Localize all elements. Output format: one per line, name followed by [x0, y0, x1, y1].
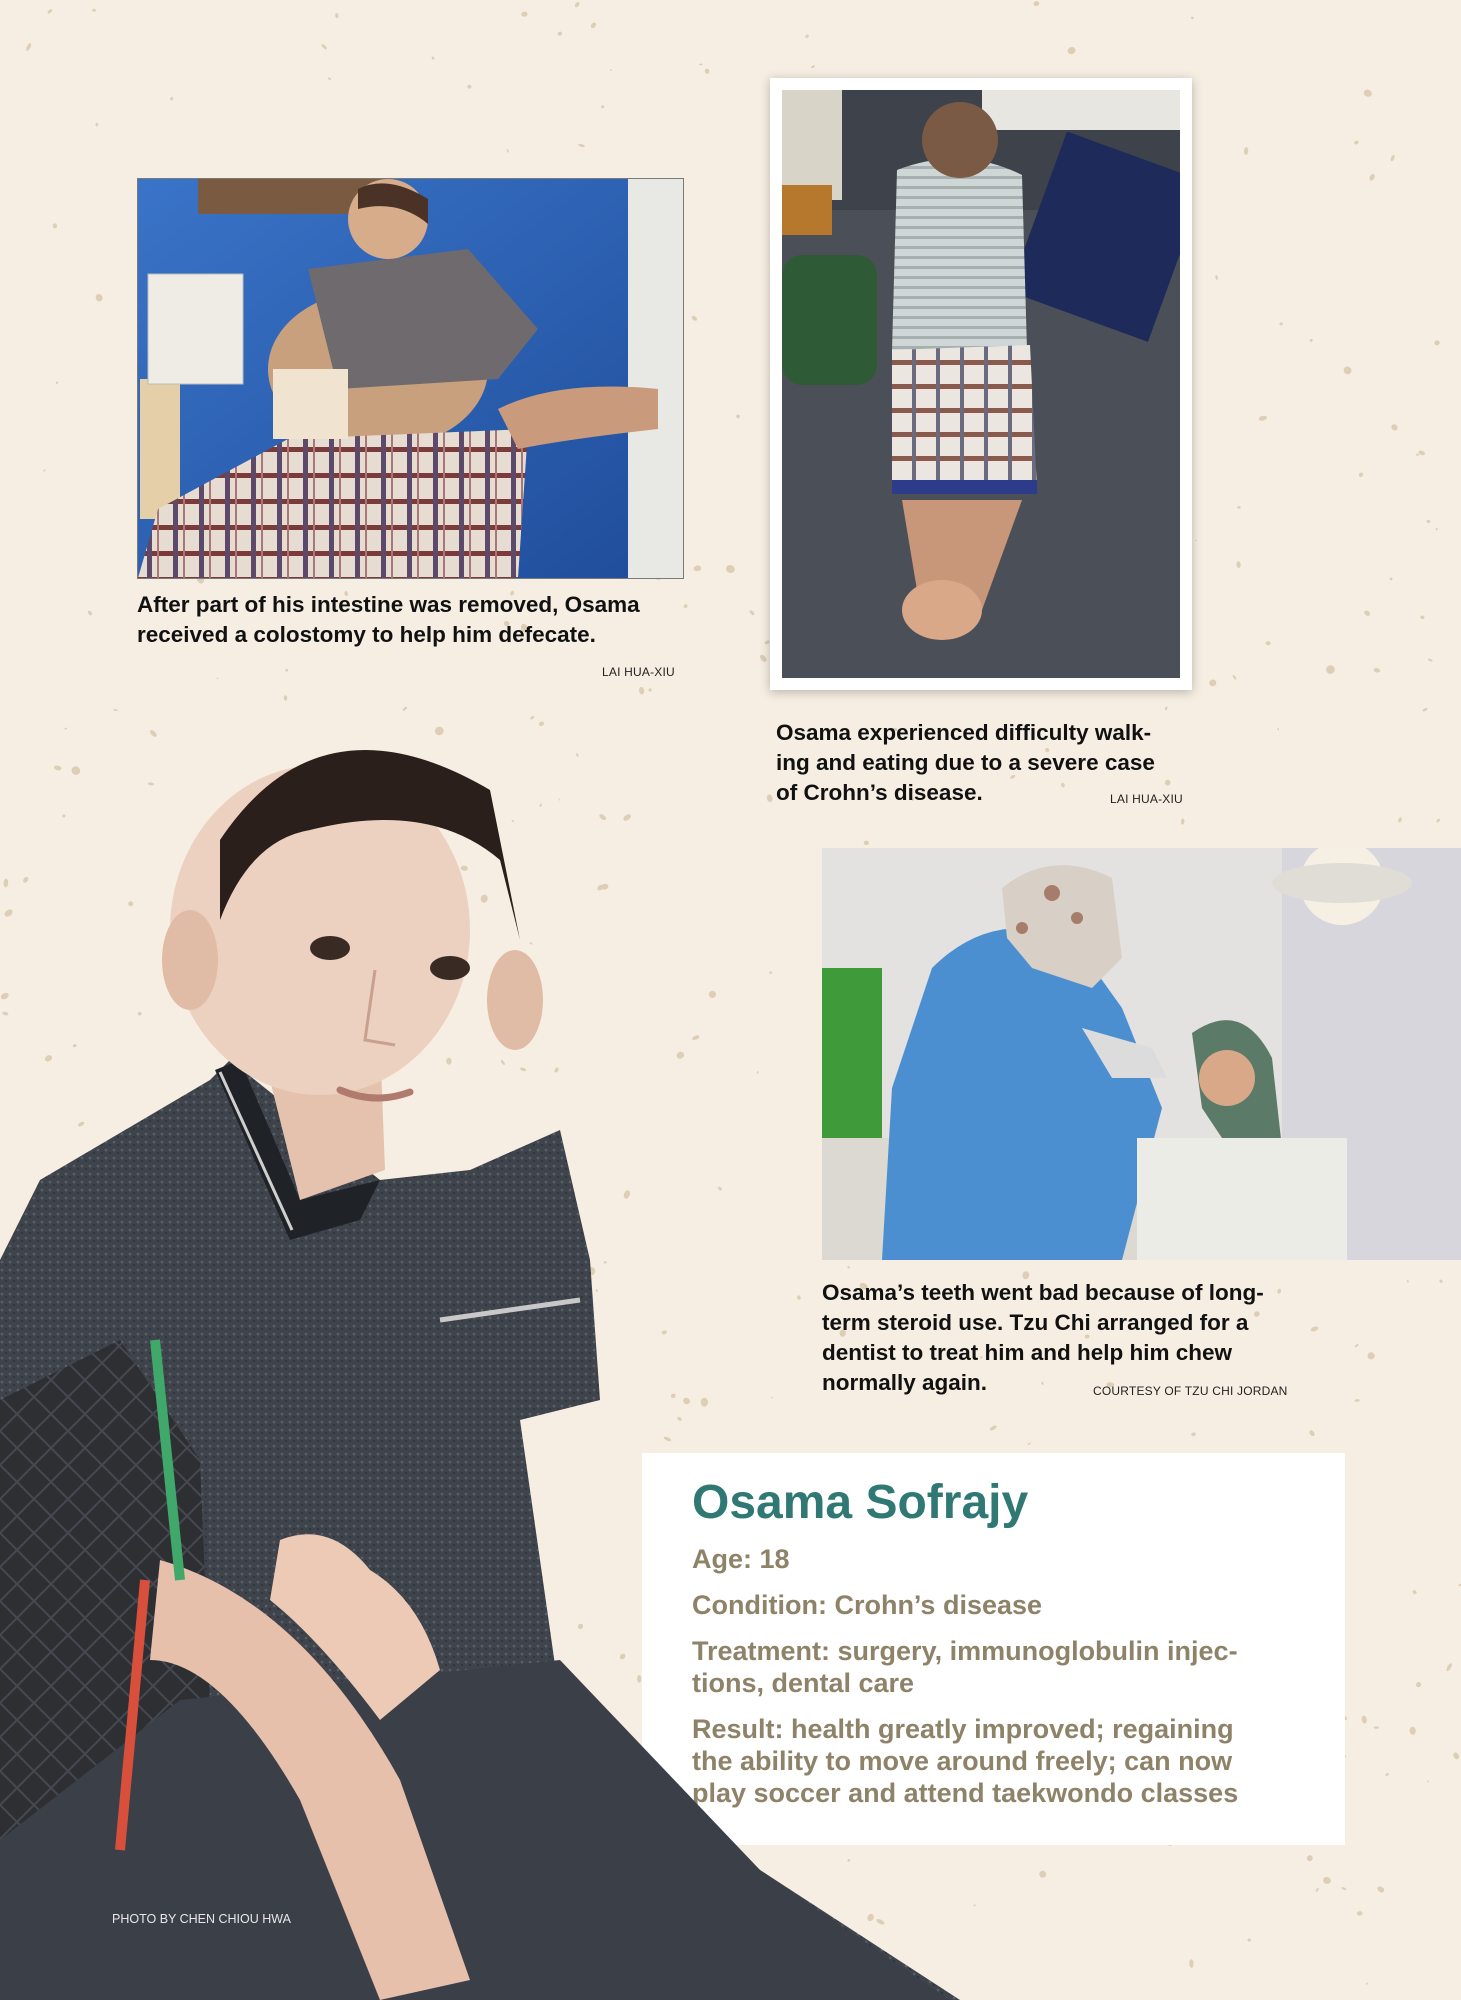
speckle — [1390, 154, 1396, 161]
speckle — [578, 143, 585, 148]
speckle — [811, 65, 816, 69]
speckle — [506, 149, 509, 153]
speckle — [1435, 528, 1437, 531]
profile-result-line-3: play soccer and attend taekwondo classes — [692, 1778, 1239, 1808]
speckle — [1191, 1432, 1196, 1437]
speckle — [1164, 706, 1168, 710]
speckle — [1445, 1662, 1453, 1671]
speckle — [989, 1425, 997, 1432]
speckle — [1363, 88, 1373, 98]
speckle — [1365, 1982, 1368, 1985]
speckle — [216, 677, 219, 679]
speckle — [973, 1904, 976, 1907]
speckle — [94, 293, 103, 303]
speckle — [1434, 340, 1441, 346]
speckle — [95, 123, 98, 127]
speckle — [1422, 707, 1428, 712]
speckle — [1357, 1911, 1363, 1916]
speckle — [1354, 1399, 1359, 1402]
speckle — [1215, 275, 1218, 280]
speckle — [1236, 561, 1241, 568]
profile-condition: Condition: Crohn’s disease — [692, 1590, 1043, 1620]
colostomy-caption: After part of his intestine was removed, Osama received a colostomy to help him defecate. — [137, 592, 640, 647]
speckle — [92, 9, 96, 12]
speckle — [43, 469, 46, 472]
profile-result-line-2: the ability to move around freely; can now — [692, 1746, 1233, 1776]
speckle — [1436, 818, 1441, 823]
speckle — [1361, 1715, 1367, 1724]
speckle — [691, 315, 698, 322]
colostomy-photo — [137, 178, 684, 579]
speckle — [1354, 1343, 1359, 1348]
dentist-caption-line-3: dentist to treat him and help him chew — [822, 1340, 1233, 1365]
speckle — [1308, 1429, 1316, 1437]
speckle — [1374, 1726, 1379, 1728]
speckle — [1373, 667, 1380, 673]
colostomy-photo-credit: LAI HUA-XIU — [602, 665, 675, 679]
speckle — [467, 84, 473, 89]
speckle — [1385, 1772, 1390, 1777]
speckle — [1247, 1938, 1252, 1943]
speckle — [431, 56, 435, 60]
speckle — [1427, 1780, 1429, 1783]
speckle — [1376, 1885, 1385, 1894]
speckle — [1033, 1, 1040, 7]
profile-name: Osama Sofrajy — [692, 1476, 1029, 1529]
speckle — [699, 63, 703, 65]
speckle — [1244, 147, 1248, 155]
speckle — [693, 565, 701, 572]
speckle — [1322, 1876, 1332, 1885]
speckle — [1415, 1681, 1422, 1688]
speckle — [521, 11, 528, 17]
speckle — [1189, 1959, 1194, 1968]
speckle — [735, 414, 740, 419]
speckle — [1418, 450, 1426, 456]
speckle — [321, 43, 328, 50]
dentist-caption-line-1: Osama’s teeth went bad because of long- — [822, 1280, 1264, 1305]
speckle — [1342, 365, 1353, 376]
speckle — [1325, 664, 1335, 674]
speckle — [169, 96, 174, 101]
speckle — [590, 22, 597, 30]
speckle — [574, 1, 580, 8]
speckle — [1038, 1870, 1047, 1879]
speckle — [749, 609, 755, 616]
speckle — [704, 68, 710, 74]
speckle — [1067, 46, 1077, 55]
speckle — [1279, 322, 1283, 326]
speckle — [87, 610, 93, 616]
speckle — [1358, 472, 1364, 478]
speckle — [1191, 16, 1195, 19]
speckle — [759, 654, 768, 663]
speckle — [1195, 539, 1197, 541]
walking-caption-line-1: Osama experienced difficulty walk- — [776, 720, 1152, 745]
profile-treatment-line-1: Treatment: surgery, immunoglobulin injec- — [692, 1636, 1238, 1666]
speckle — [601, 105, 604, 108]
speckle — [1368, 173, 1375, 181]
speckle — [1439, 1279, 1443, 1284]
speckle — [1265, 641, 1270, 645]
speckle — [1452, 1751, 1460, 1760]
speckle — [1420, 615, 1425, 619]
walking-caption-line-2: ing and eating due to a severe case — [776, 750, 1155, 775]
speckle — [557, 31, 562, 36]
speckle — [1309, 338, 1313, 342]
speckle — [1416, 453, 1419, 456]
speckle — [335, 13, 339, 18]
speckle — [25, 42, 32, 51]
speckle — [1315, 1887, 1319, 1892]
speckle — [805, 34, 810, 39]
speckle — [1390, 423, 1399, 432]
speckle — [1389, 577, 1393, 581]
speckle — [53, 223, 57, 228]
speckle — [47, 8, 53, 14]
profile-result-line-1: Result: health greatly improved; regaining — [692, 1714, 1234, 1744]
speckle — [285, 668, 289, 672]
crawling-photo — [770, 78, 1192, 690]
speckle — [1232, 674, 1237, 680]
portrait-photo-credit: PHOTO BY CHEN CHIOU HWA — [112, 1912, 291, 1926]
dentist-photo-credit: COURTESY OF TZU CHI JORDAN — [1093, 1384, 1288, 1398]
profile-treatment-line-2: tions, dental care — [692, 1668, 915, 1698]
dentist-caption-line-2: term steroid use. Tzu Chi arranged for a — [822, 1310, 1249, 1335]
speckle — [648, 688, 652, 692]
walking-photo-credit: LAI HUA-XIU — [1110, 792, 1183, 806]
speckle — [1406, 1280, 1409, 1283]
speckle — [1409, 1726, 1416, 1734]
speckle — [1258, 415, 1267, 421]
speckle — [1027, 1442, 1031, 1446]
walking-caption-line-3: of Crohn’s disease. — [776, 780, 983, 805]
speckle — [1398, 817, 1403, 823]
speckle — [1277, 728, 1279, 730]
speckle — [1426, 519, 1431, 523]
speckle — [1237, 506, 1240, 509]
speckle — [55, 381, 58, 384]
speckle — [1367, 1351, 1376, 1360]
speckle — [610, 69, 612, 71]
speckle — [1428, 658, 1433, 662]
speckle — [327, 77, 331, 80]
speckle — [1353, 140, 1359, 145]
profile-age: Age: 18 — [692, 1544, 790, 1574]
speckle — [1181, 818, 1185, 825]
dentist-caption-line-4: normally again. — [822, 1370, 988, 1395]
speckle — [1307, 1855, 1313, 1861]
speckle — [1341, 1886, 1347, 1890]
speckle — [1363, 609, 1371, 616]
speckle — [1412, 1589, 1417, 1595]
speckle — [725, 564, 736, 574]
portrait-photo — [0, 700, 960, 2000]
speckle — [638, 686, 645, 694]
speckle — [1208, 678, 1217, 687]
